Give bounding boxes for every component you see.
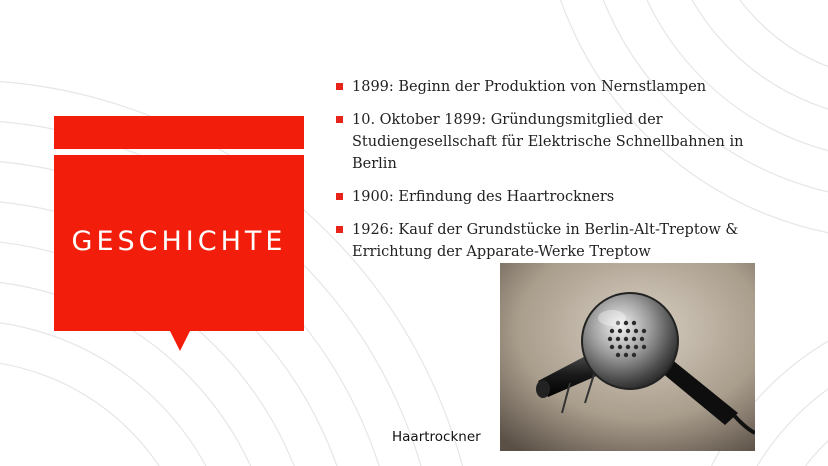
image-caption: Haartrockner bbox=[392, 429, 481, 445]
callout-tail bbox=[170, 331, 190, 351]
hair-dryer-photo bbox=[500, 263, 755, 451]
bullet-text: 10. Oktober 1899: Gründungsmitglied der Studiengesellschaft für Elektrische Schnellbahnen in Berlin bbox=[352, 112, 744, 172]
bullet-square-icon bbox=[336, 226, 343, 233]
slide-title: GESCHICHTE bbox=[71, 226, 287, 257]
title-accent-strip bbox=[54, 116, 304, 149]
bullet-square-icon bbox=[336, 193, 343, 200]
bullet-item bbox=[336, 219, 746, 263]
bullet-list bbox=[336, 76, 746, 274]
bullet-text: 1899: Beginn der Produktion von Nernstlampen bbox=[352, 79, 707, 95]
bullet-item bbox=[336, 76, 746, 98]
bullet-item bbox=[336, 186, 746, 208]
bullet-square-icon bbox=[336, 116, 343, 123]
title-callout-box bbox=[54, 155, 304, 331]
bullet-text: 1900: Erfindung des Haartrockners bbox=[352, 189, 615, 205]
bullet-item bbox=[336, 109, 746, 175]
bullet-square-icon bbox=[336, 83, 343, 90]
bullet-text: 1926: Kauf der Grundstücke in Berlin-Alt-Treptow & Errichtung der Apparate-Werke Treptow bbox=[352, 222, 739, 260]
